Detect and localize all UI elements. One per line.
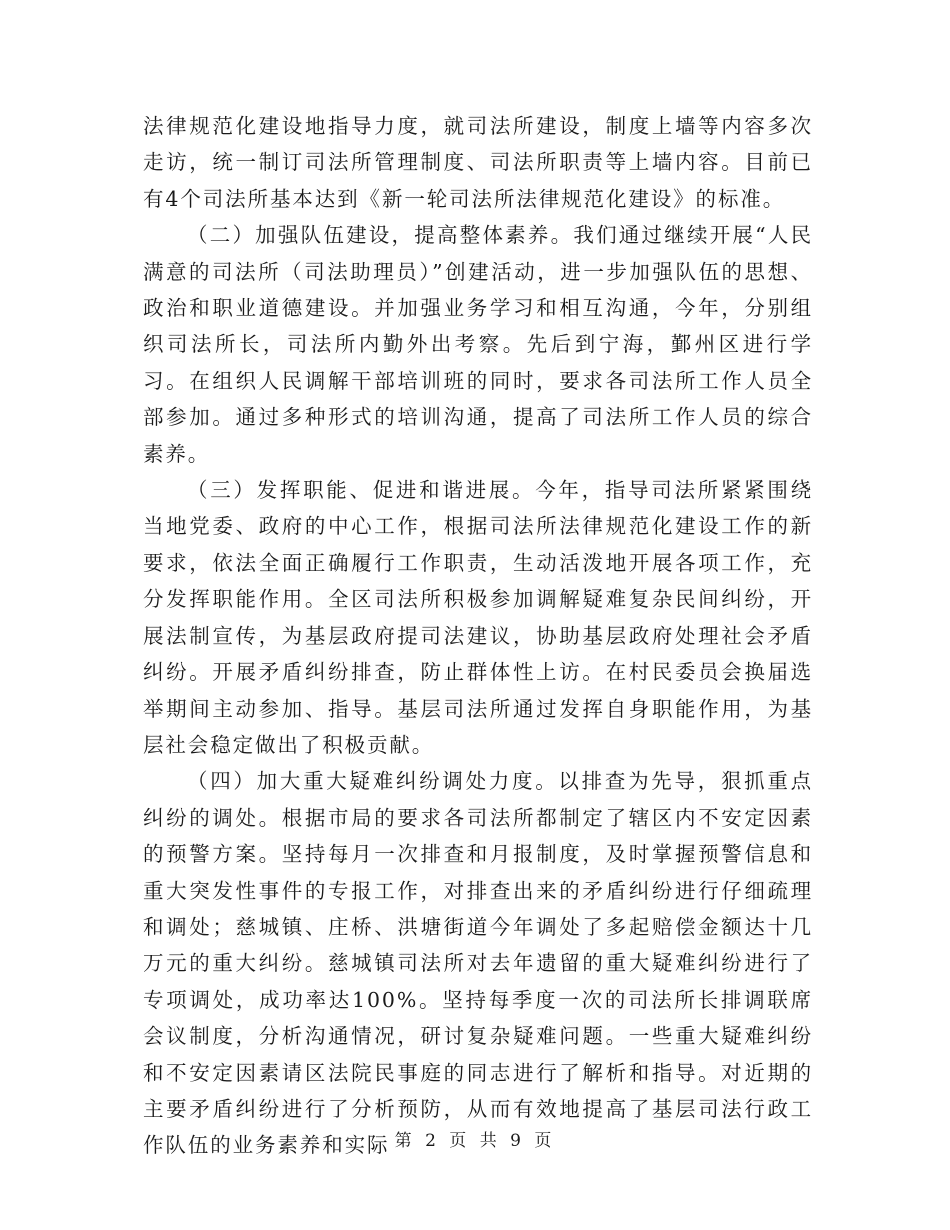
- paragraph-functions: （三）发挥职能、促进和谐进展。今年，指导司法所紧紧围绕当地党委、政府的中心工作，根据司法所法律规范化建设工作的新要求，依法全面正确履行工作职责，生动活泼地开展各项工作，充分发挥职能作用。全区司法所积极参加调解疑难复杂民间纠纷，开展法制宣传，为基层政府提司法建议，协助基层政府处理社会矛盾纠纷。开展矛盾纠纷排查，防止群体性上访。在村民委员会换届选举期间主动参加、指导。基层司法所通过发挥自身职能作用，为基层社会稳定做出了积极贡献。: [143, 478, 813, 757]
- document-body: [143, 108, 813, 1164]
- page-number-footer: 第 2 页 共 9 页: [394, 1131, 556, 1151]
- paragraph-continuation: 法律规范化建设地指导力度，就司法所建设，制度上墙等内容多次走访，统一制订司法所管理制度、司法所职责等上墙内容。目前已有4个司法所基本达到《新一轮司法所法律规范化建设》的标准。: [143, 114, 813, 211]
- paragraph-dispute-mediation: （四）加大重大疑难纠纷调处力度。以排查为先导，狠抓重点纠纷的调处。根据市局的要求各司法所都制定了辖区内不安定因素的预警方案。坚持每月一次排查和月报制度，及时掌握预警信息和重大突发性事件的专报工作，对排查出来的矛盾纠纷进行仔细疏理和调处；慈城镇、庄桥、洪塘街道今年调处了多起赔偿金额达十几万元的重大纠纷。慈城镇司法所对去年遗留的重大疑难纠纷进行了专项调处，成功率达100%。坚持每季度一次的司法所长排调联席会议制度，分析沟通情况，研讨复杂疑难问题。一些重大疑难纠纷和不安定因素请区法院民事庭的同志进行了解析和指导。对近期的主要矛盾纠纷进行了分析预防，从而有效地提高了基层司法行政工作队伍的业务素养和实际: [143, 769, 813, 1158]
- paragraph-team-building: （二）加强队伍建设，提高整体素养。我们通过继续开展“人民满意的司法所（司法助理员）”创建活动，进一步加强队伍的思想、政治和职业道德建设。并加强业务学习和相互沟通，今年，分别组织司法所长，司法所内勤外出考察。先后到宁海，鄞州区进行学习。在组织人民调解干部培训班的同时，要求各司法所工作人员全部参加。通过多种形式的培训沟通，提高了司法所工作人员的综合素养。: [143, 223, 813, 466]
